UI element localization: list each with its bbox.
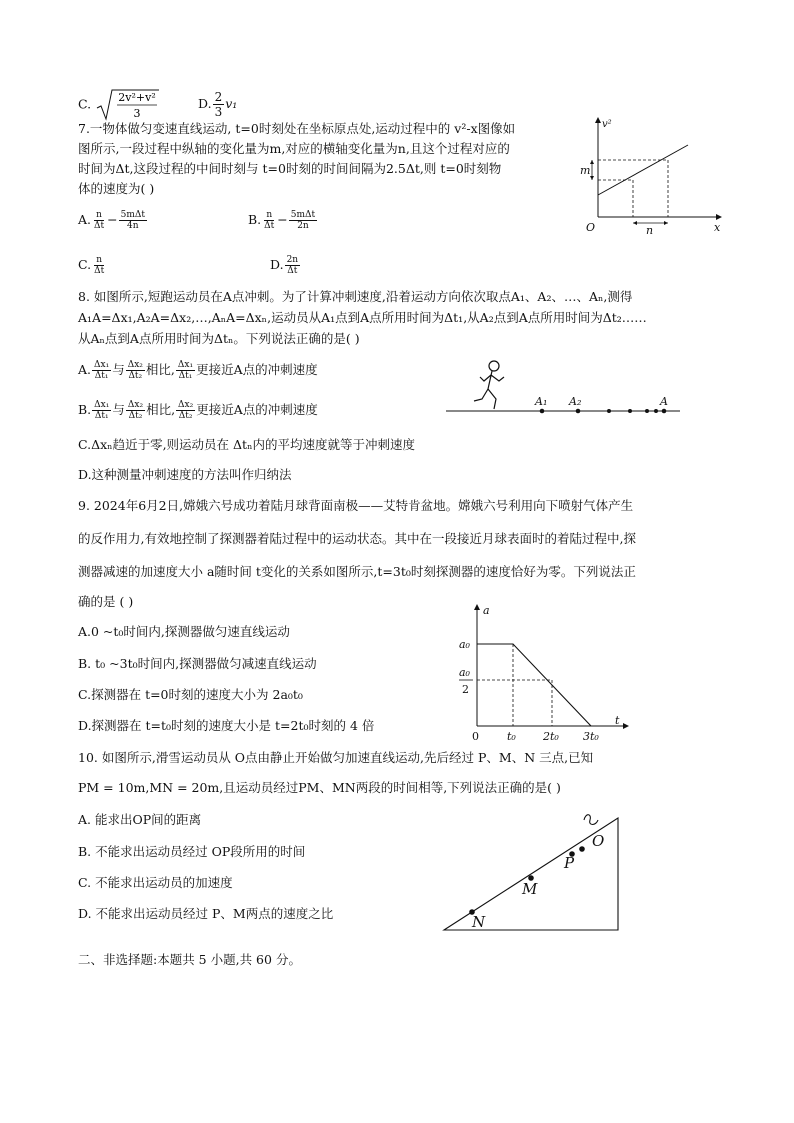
q9-option-b: B. t₀ ~3t₀时间内,探测器做匀减速直线运动 (78, 656, 317, 671)
q10-option-d: D. 不能求出运动员经过 P、M两点的速度之比 (78, 906, 334, 921)
skier-icon (584, 815, 598, 825)
q8-runner-figure (444, 355, 684, 423)
m-label: m (580, 164, 591, 177)
a1-label: A₁ (535, 395, 548, 408)
q9-a-t-graph (455, 600, 635, 745)
a-label: a (483, 604, 490, 617)
q7-line1: 7.一物体做匀变速直线运动, t=0时刻处在坐标原点处,运动过程中的 v²-x图像如 (78, 121, 516, 136)
origin-label: O (586, 221, 596, 234)
q8-option-a: A. $\frac{\text{Δx₁}}{\text{Δt₁}}$ 与 $\frac{\text{Δx₂}}{\text{Δt₂}}$ 相比, $\frac{\text{Δx₁}}{\text{Δt₁}}$ 更接近A点的冲刺速度 (78, 360, 318, 381)
a0-label: a₀ (459, 638, 470, 651)
q7-option-a: A. $\frac{n}{\Delta t}$ − $\frac{\text{5mΔt}}{4n}$ (78, 210, 146, 231)
a2-label: A₂ (569, 395, 582, 408)
sqrt-expression (95, 88, 161, 122)
q8-option-b: B. $\frac{\text{Δx₁}}{\text{Δt₁}}$ 与 $\frac{\text{Δx₂}}{\text{Δt₂}}$ 相比, $\frac{\text{Δx₂}}{\text{Δt₂}}$ 更接近A点的冲刺速度 (78, 400, 318, 421)
q7-option-d: D. $\frac{2n}{\Delta t}$ (270, 255, 299, 276)
p-label: P (564, 854, 575, 872)
section-2-heading: 二、非选择题:本题共 5 小题,共 60 分。 (78, 952, 301, 967)
q9-line4: 确的是 ( ) (78, 594, 134, 609)
q7-option-b: B. $\frac{n}{\Delta t}$ − $\frac{\text{5mΔt}}{2n}$ (248, 210, 316, 231)
q7-option-c: C. $\frac{n}{\Delta t}$ (78, 255, 105, 276)
y-axis-arrow (595, 117, 601, 123)
x-axis-arrow (716, 214, 722, 220)
sqrt-denominator: 3 (133, 107, 141, 120)
a-label: A (660, 395, 668, 408)
q10-line1: 10. 如图所示,滑雪运动员从 O点由静止开始做匀加速直线运动,先后经过 P、M、N 三点,已知 (78, 750, 594, 765)
y-label: v² (602, 119, 612, 130)
q7-line4: 体的速度为( ) (78, 181, 155, 196)
q9-line2: 的反作用力,有效地控制了探测器着陆过程中的运动状态。其中在一段接近月球表面时的着陆过程中,探 (78, 531, 636, 546)
runner-icon (474, 361, 504, 409)
q9-line3: 测器减速的加速度大小 a随时间 t变化的关系如图所示,t=3t₀时刻探测器的速度恰好为零。下列说法正 (78, 564, 636, 579)
graph-line (477, 644, 591, 726)
3t0-label: 3t₀ (583, 730, 599, 742)
q10-option-a: A. 能求出OP间的距离 (78, 812, 202, 827)
q7-line2: 图所示,一段过程中纵轴的变化量为m,对应的横轴变化量为n,且这个过程对应的 (78, 141, 510, 156)
m-label: M (522, 880, 538, 898)
graph-line (598, 145, 688, 195)
q10-option-c: C. 不能求出运动员的加速度 (78, 875, 233, 890)
2t0-label: 2t₀ (543, 730, 559, 742)
t-label: t (615, 714, 620, 727)
q8-option-c: C.Δxₙ趋近于零,则运动员在 Δtₙ内的平均速度就等于冲刺速度 (78, 437, 415, 452)
origin-label: 0 (472, 730, 479, 742)
q7-line3: 时间为Δt,这段过程的中间时刻与 t=0时刻的时间间隔为2.5Δt,则 t=0时刻物 (78, 161, 502, 176)
option-d-prev: D. $\frac{2}{3}$ v₁ (198, 90, 238, 119)
q8-line2: A₁A=Δx₁,A₂A=Δx₂,…,AₙA=Δxₙ,运动员从A₁点到A点所用时间为Δt₁,从A₂点到A点所用时间为Δt₂…… (78, 310, 647, 325)
sqrt-numerator: 2v²+v² (118, 91, 156, 104)
q8-line1: 8. 如图所示,短跑运动员在A点冲刺。为了计算冲刺速度,沿着运动方向依次取点A₁、A₂、…、Aₙ,测得 (78, 289, 633, 304)
q9-line1: 9. 2024年6月2日,嫦娥六号成功着陆月球背面南极——艾特肯盆地。嫦娥六号利用向下喷射气体产生 (78, 498, 634, 513)
q10-slope-figure (440, 808, 640, 941)
n-label: N (472, 913, 486, 931)
t0-label: t₀ (507, 730, 516, 742)
q8-line3: 从Aₙ点到A点所用时间为Δtₙ。下列说法正确的是( ) (78, 331, 360, 346)
n-label: n (646, 224, 654, 235)
q10-option-b: B. 不能求出运动员经过 OP段所用的时间 (78, 844, 306, 859)
q10-line2: PM = 10m,MN = 20m,且运动员经过PM、MN两段的时间相等,下列说法正确的是( ) (78, 780, 561, 795)
q9-option-d: D.探测器在 t=t₀时刻的速度大小是 t=2t₀时刻的 4 倍 (78, 718, 375, 733)
half-a0-denominator: 2 (462, 683, 469, 696)
half-a0-numerator: a₀ (459, 666, 470, 679)
q9-option-c: C.探测器在 t=0时刻的速度大小为 2a₀t₀ (78, 687, 303, 702)
o-label: O (592, 832, 605, 850)
q8-option-d: D.这种测量冲刺速度的方法叫作归纳法 (78, 467, 292, 482)
q9-option-a: A.0 ~t₀时间内,探测器做匀速直线运动 (78, 624, 290, 639)
q7-v2-x-graph (576, 115, 726, 238)
fraction: $\frac{2}{3}$ (214, 90, 223, 119)
option-c-prev: C. 2v²+v² 3 (78, 88, 161, 122)
x-label: x (714, 221, 721, 234)
